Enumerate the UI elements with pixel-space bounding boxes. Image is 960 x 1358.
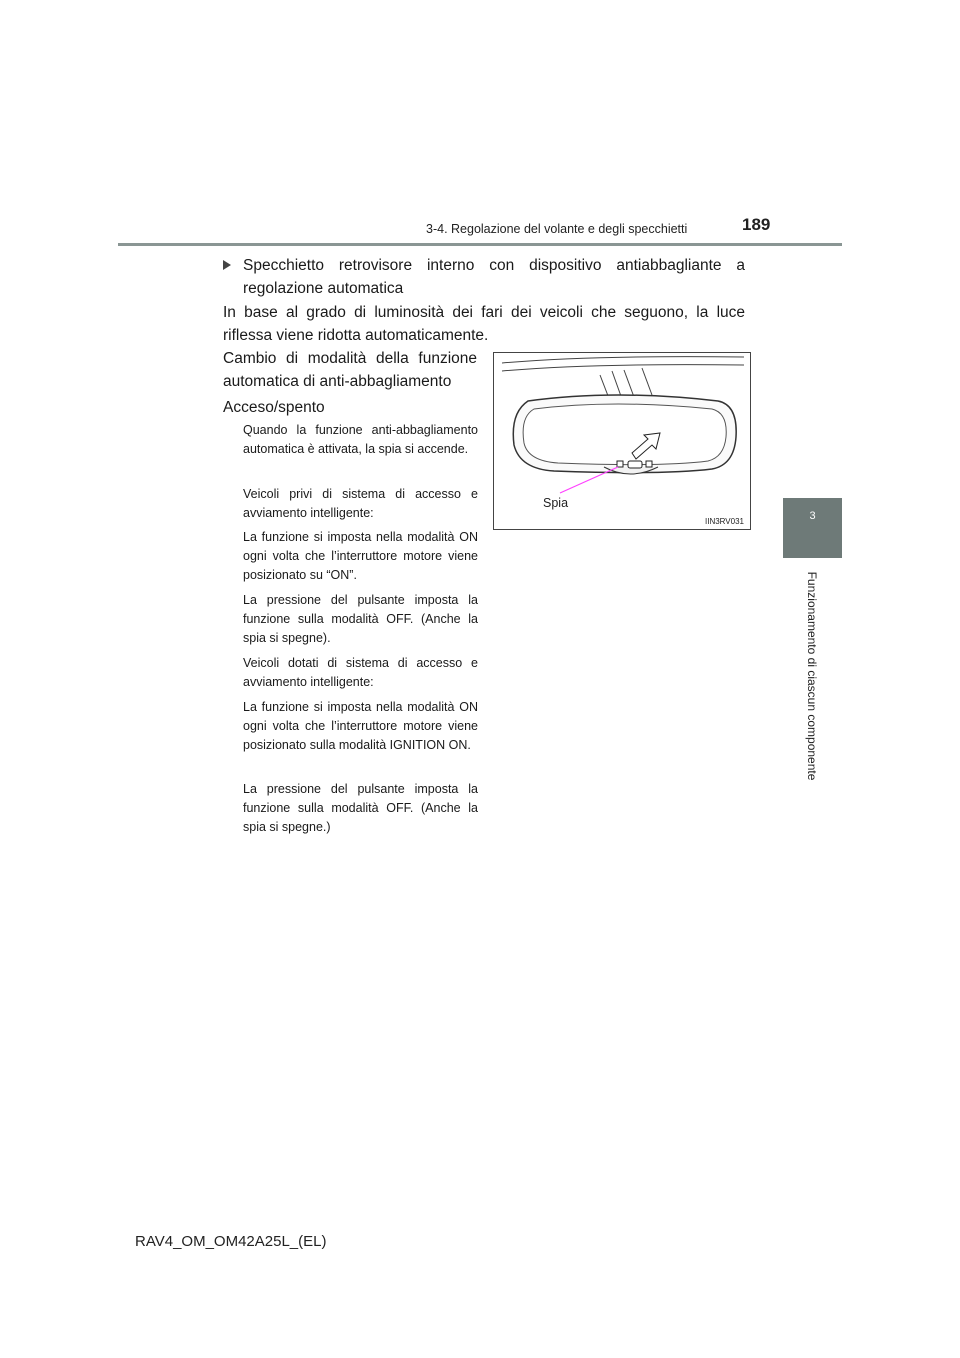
paragraph-2: Veicoli privi di sistema di accesso e avviamento intelligente: xyxy=(243,487,478,521)
paragraph-7: La pressione del pulsante imposta la funzione sulla modalità OFF. (Anche la spia si spegne.) xyxy=(243,782,478,835)
figure-code: IIN3RV031 xyxy=(705,517,744,526)
chapter-tab xyxy=(783,498,842,558)
indicator-label: Spia xyxy=(543,496,569,510)
chapter-number: 3 xyxy=(809,510,816,522)
chapter-title: Funzionamento di ciascun componente xyxy=(805,571,819,781)
bullet-heading xyxy=(223,254,745,300)
section-title: 3-4. Regolazione del volante e degli specchietti xyxy=(426,222,688,236)
triangle-bullet-icon xyxy=(223,260,231,270)
paragraph-5: Veicoli dotati di sistema di accesso e avviamento intelligente: xyxy=(243,656,478,690)
page-number: 189 xyxy=(742,215,771,234)
mode-heading: Cambio di modalità della funzione automatica di anti-abbagliamento xyxy=(223,350,477,390)
paragraph-4: La pressione del pulsante imposta la funzione sulla modalità OFF. (Anche la spia si spegne). xyxy=(243,593,478,646)
paragraph-1: Quando la funzione anti-abbagliamento automatica è attivata, la spia si accende. xyxy=(243,423,478,457)
rearview-mirror-drawing xyxy=(494,353,750,529)
intro-paragraph: In base al grado di luminosità dei fari dei veicoli che seguono, la luce riflessa viene ridotta automaticamente. xyxy=(223,304,745,344)
document-code: RAV4_OM_OM42A25L_(EL) xyxy=(135,1233,327,1250)
mirror-illustration xyxy=(493,352,751,530)
header-divider xyxy=(118,243,842,246)
paragraph-6: La funzione si imposta nella modalità ON ogni volta che l’interruttore motore viene posizionato sulla modalità IGNITION ON. xyxy=(243,700,478,753)
paragraph-3: La funzione si imposta nella modalità ON ogni volta che l’interruttore motore viene posizionato su “ON”. xyxy=(243,530,478,583)
bullet-heading-text: Specchietto retrovisore interno con dispositivo antiabbagliante a regolazione automatica xyxy=(243,257,745,297)
onoff-heading: Acceso/spento xyxy=(223,399,325,416)
